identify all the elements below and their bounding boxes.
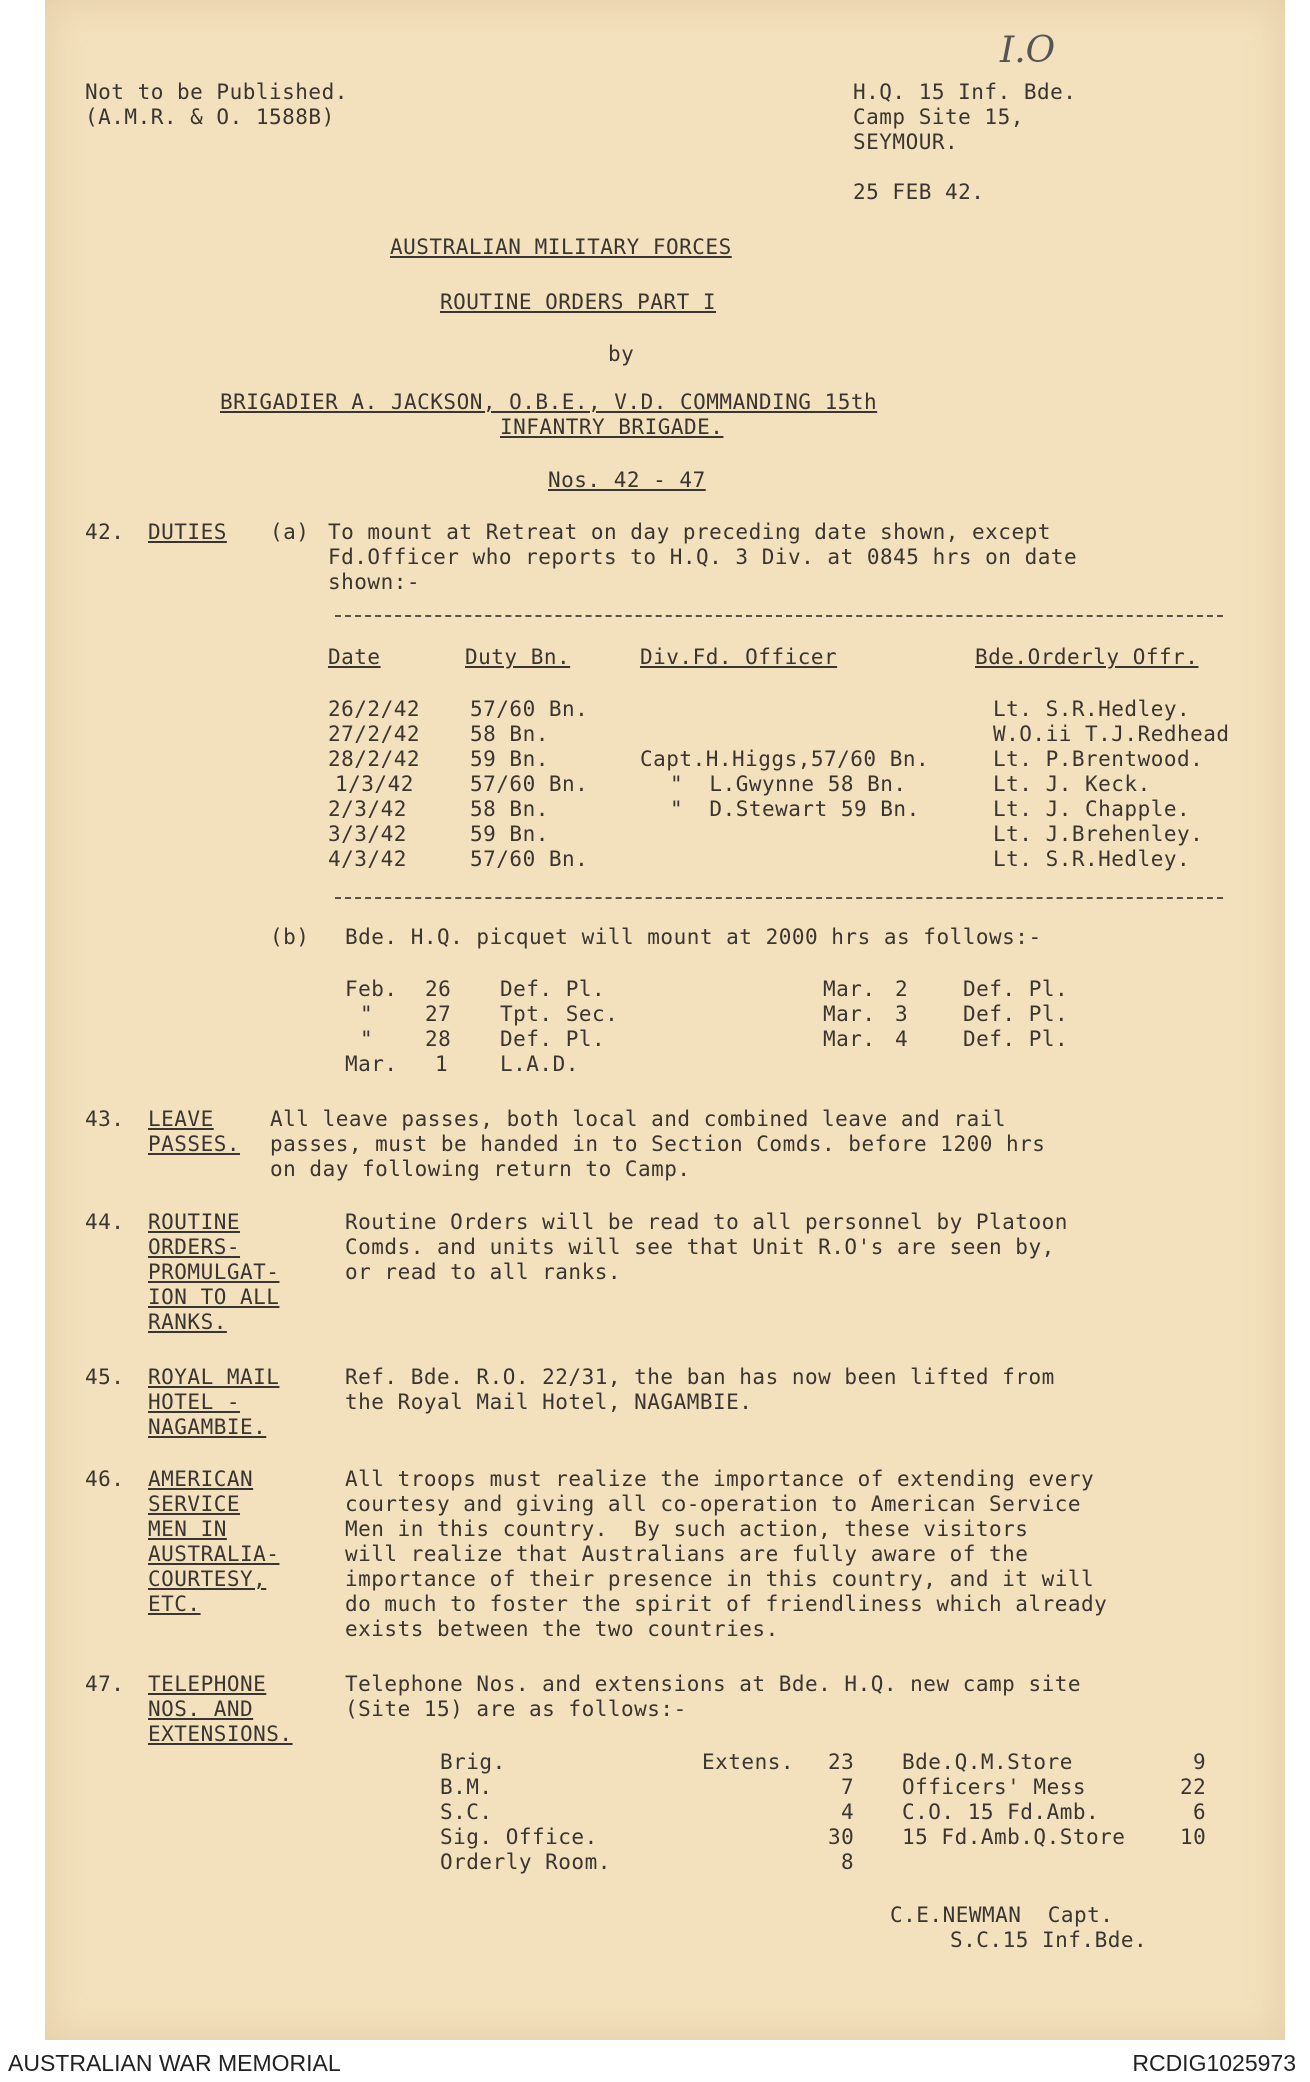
- title-by: by: [608, 342, 635, 366]
- table-cell-orderly-offr: Lt. J. Chapple.: [993, 797, 1191, 821]
- subitem-label: (b): [270, 925, 310, 949]
- picquet-day: 28: [425, 1027, 452, 1051]
- item-number: 47.: [85, 1672, 125, 1696]
- item-number: 42.: [85, 520, 125, 544]
- item-text-line: will realize that Australians are fully aware of the: [345, 1542, 1029, 1566]
- item-text-line: Routine Orders will be read to all personnel by Platoon: [345, 1210, 1068, 1234]
- item-text-line: on day following return to Camp.: [270, 1157, 691, 1181]
- table-header: Duty Bn.: [465, 645, 571, 669]
- picquet-day: 26: [425, 977, 452, 1001]
- picquet-day: 2: [895, 977, 909, 1001]
- item-text-line: All leave passes, both local and combined leave and rail: [270, 1107, 1007, 1131]
- table-bottom-rule: [335, 897, 1223, 899]
- table-cell-orderly-offr: W.O.ii T.J.Redhead: [993, 722, 1230, 746]
- phone-ext: 4: [841, 1800, 855, 1824]
- item-heading: TELEPHONE: [148, 1672, 267, 1696]
- item-heading: SERVICE: [148, 1492, 241, 1516]
- picquet-unit: Def. Pl.: [500, 977, 606, 1001]
- picquet-day: 3: [895, 1002, 909, 1026]
- item-heading: ROYAL MAIL: [148, 1365, 280, 1389]
- picquet-month: Feb.: [345, 977, 398, 1001]
- item-heading: PASSES.: [148, 1132, 241, 1156]
- table-cell-fd-officer: " D.Stewart 59 Bn.: [670, 797, 920, 821]
- title-brigade: INFANTRY BRIGADE.: [500, 415, 724, 439]
- title-commander: BRIGADIER A. JACKSON, O.B.E., V.D. COMMANDING 15th: [220, 390, 878, 414]
- item-text-line: or read to all ranks.: [345, 1260, 622, 1284]
- phone-name: Brig.: [440, 1750, 506, 1774]
- table-cell-orderly-offr: Lt. P.Brentwood.: [993, 747, 1204, 771]
- signature-title: S.C.15 Inf.Bde.: [950, 1928, 1148, 1952]
- picquet-month: Mar.: [345, 1052, 398, 1076]
- item-heading: ORDERS-: [148, 1235, 241, 1259]
- item-heading: ROUTINE: [148, 1210, 241, 1234]
- item-heading: EXTENSIONS.: [148, 1722, 293, 1746]
- table-cell-duty-bn: 57/60 Bn.: [470, 847, 589, 871]
- table-cell-fd-officer: " L.Gwynne 58 Bn.: [670, 772, 907, 796]
- item-text-line: Men in this country. By such action, these visitors: [345, 1517, 1029, 1541]
- duties-text-line: To mount at Retreat on day preceding date shown, except: [328, 520, 1051, 544]
- phone-ext-label: Extens.: [702, 1750, 795, 1774]
- hq-address-line: SEYMOUR.: [853, 130, 959, 154]
- item-text-line: do much to foster the spirit of friendliness which already: [345, 1592, 1108, 1616]
- item-number: 44.: [85, 1210, 125, 1234]
- subitem-label: (a): [270, 520, 310, 544]
- phone-ext: 23: [828, 1750, 855, 1774]
- picquet-month: Mar.: [823, 1027, 876, 1051]
- picquet-unit: Def. Pl.: [963, 1027, 1069, 1051]
- item-text-line: the Royal Mail Hotel, NAGAMBIE.: [345, 1390, 753, 1414]
- picquet-month: ": [360, 1027, 374, 1051]
- item-number: 46.: [85, 1467, 125, 1491]
- item-text-line: Telephone Nos. and extensions at Bde. H.Q. new camp site: [345, 1672, 1082, 1696]
- item-heading: NOS. AND: [148, 1697, 254, 1721]
- item-heading: NAGAMBIE.: [148, 1415, 267, 1439]
- item-text-line: All troops must realize the importance of extending every: [345, 1467, 1095, 1491]
- table-cell-duty-bn: 57/60 Bn.: [470, 697, 589, 721]
- item-heading: LEAVE: [148, 1107, 214, 1131]
- item-heading: AUSTRALIA-: [148, 1542, 280, 1566]
- phone-name: Sig. Office.: [440, 1825, 598, 1849]
- picquet-day: 27: [425, 1002, 452, 1026]
- footer-archive-name: AUSTRALIAN WAR MEMORIAL: [8, 2050, 341, 2076]
- picquet-unit: Tpt. Sec.: [500, 1002, 619, 1026]
- phone-ext: 8: [841, 1850, 855, 1874]
- item-text-line: passes, must be handed in to Section Comds. before 1200 hrs: [270, 1132, 1046, 1156]
- table-cell-duty-bn: 58 Bn.: [470, 797, 549, 821]
- phone-name: C.O. 15 Fd.Amb.: [902, 1800, 1100, 1824]
- table-cell-date: 4/3/42: [328, 847, 407, 871]
- phone-name: 15 Fd.Amb.Q.Store: [902, 1825, 1126, 1849]
- table-cell-fd-officer: Capt.H.Higgs,57/60 Bn.: [640, 747, 930, 771]
- item-text-line: Comds. and units will see that Unit R.O's are seen by,: [345, 1235, 1055, 1259]
- item-heading: MEN IN: [148, 1517, 227, 1541]
- table-cell-date: 27/2/42: [328, 722, 421, 746]
- phone-name: S.C.: [440, 1800, 493, 1824]
- item-heading: ION TO ALL: [148, 1285, 280, 1309]
- item-heading: DUTIES: [148, 520, 227, 544]
- table-cell-date: 1/3/42: [335, 772, 414, 796]
- title-forces: AUSTRALIAN MILITARY FORCES: [390, 235, 732, 259]
- table-header: Date: [328, 645, 381, 669]
- publication-reference: (A.M.R. & O. 1588B): [85, 105, 335, 129]
- table-cell-duty-bn: 57/60 Bn.: [470, 772, 589, 796]
- phone-ext: 10: [1180, 1825, 1207, 1849]
- picquet-month: Mar.: [823, 977, 876, 1001]
- table-cell-date: 2/3/42: [328, 797, 407, 821]
- table-cell-duty-bn: 59 Bn.: [470, 747, 549, 771]
- picquet-day: 1: [435, 1052, 449, 1076]
- title-numbers: Nos. 42 - 47: [548, 468, 706, 492]
- duties-text-line: Fd.Officer who reports to H.Q. 3 Div. at 0845 hrs on date: [328, 545, 1078, 569]
- document-page: [45, 0, 1285, 2040]
- table-header: Bde.Orderly Offr.: [975, 645, 1199, 669]
- footer-record-id: RCDIG1025973: [1132, 2050, 1296, 2076]
- table-cell-orderly-offr: Lt. J. Keck.: [993, 772, 1151, 796]
- picquet-unit: L.A.D.: [500, 1052, 579, 1076]
- table-cell-orderly-offr: Lt. J.Brehenley.: [993, 822, 1204, 846]
- item-text-line: importance of their presence in this country, and it will: [345, 1567, 1095, 1591]
- table-cell-duty-bn: 59 Bn.: [470, 822, 549, 846]
- item-text-line: exists between the two countries.: [345, 1617, 779, 1641]
- phone-ext: 6: [1193, 1800, 1207, 1824]
- phone-name: Orderly Room.: [440, 1850, 611, 1874]
- hq-address-line: H.Q. 15 Inf. Bde.: [853, 80, 1077, 104]
- signature-name: C.E.NEWMAN Capt.: [890, 1903, 1114, 1927]
- phone-ext: 22: [1180, 1775, 1207, 1799]
- item-heading: PROMULGAT-: [148, 1260, 280, 1284]
- item-heading: RANKS.: [148, 1310, 227, 1334]
- handwritten-note: I.O: [1000, 30, 1056, 71]
- hq-address-line: Camp Site 15,: [853, 105, 1024, 129]
- duties-text-line: shown:-: [328, 570, 421, 594]
- item-text-line: courtesy and giving all co-operation to American Service: [345, 1492, 1082, 1516]
- item-heading: ETC.: [148, 1592, 201, 1616]
- title-orders: ROUTINE ORDERS PART I: [440, 290, 717, 314]
- item-heading: COURTESY,: [148, 1567, 267, 1591]
- table-cell-duty-bn: 58 Bn.: [470, 722, 549, 746]
- picquet-unit: Def. Pl.: [500, 1027, 606, 1051]
- item-text-line: (Site 15) are as follows:-: [345, 1697, 687, 1721]
- table-cell-orderly-offr: Lt. S.R.Hedley.: [993, 847, 1191, 871]
- item-heading: AMERICAN: [148, 1467, 254, 1491]
- document-date: 25 FEB 42.: [853, 180, 985, 204]
- picquet-day: 4: [895, 1027, 909, 1051]
- phone-ext: 9: [1193, 1750, 1207, 1774]
- table-top-rule: [335, 615, 1223, 617]
- phone-ext: 30: [828, 1825, 855, 1849]
- item-number: 43.: [85, 1107, 125, 1131]
- picquet-intro: Bde. H.Q. picquet will mount at 2000 hrs as follows:-: [345, 925, 1042, 949]
- phone-ext: 7: [841, 1775, 855, 1799]
- picquet-month: ": [360, 1002, 374, 1026]
- table-cell-date: 26/2/42: [328, 697, 421, 721]
- item-text-line: Ref. Bde. R.O. 22/31, the ban has now been lifted from: [345, 1365, 1055, 1389]
- table-header: Div.Fd. Officer: [640, 645, 838, 669]
- phone-name: B.M.: [440, 1775, 493, 1799]
- phone-name: Officers' Mess: [902, 1775, 1087, 1799]
- picquet-month: Mar.: [823, 1002, 876, 1026]
- table-cell-orderly-offr: Lt. S.R.Hedley.: [993, 697, 1191, 721]
- picquet-unit: Def. Pl.: [963, 977, 1069, 1001]
- table-cell-date: 3/3/42: [328, 822, 407, 846]
- phone-name: Bde.Q.M.Store: [902, 1750, 1073, 1774]
- table-cell-date: 28/2/42: [328, 747, 421, 771]
- item-heading: HOTEL -: [148, 1390, 241, 1414]
- publication-note: Not to be Published.: [85, 80, 348, 104]
- item-number: 45.: [85, 1365, 125, 1389]
- picquet-unit: Def. Pl.: [963, 1002, 1069, 1026]
